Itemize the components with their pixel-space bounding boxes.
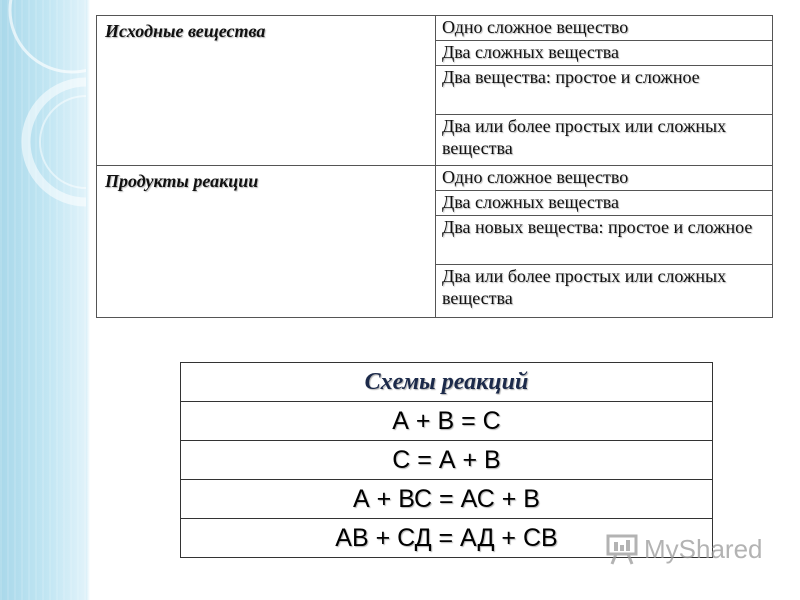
product-option: Два новых вещества: простое и сложное xyxy=(436,216,773,265)
scheme-row: А + В = С xyxy=(181,402,713,441)
product-option: Одно сложное вещество xyxy=(436,166,773,191)
product-option: Два или более простых или сложных вещества xyxy=(436,265,773,318)
reactant-option: Два или более простых или сложных вещества xyxy=(436,115,773,166)
section-header-products: Продукты реакции xyxy=(97,166,436,318)
product-option: Два сложных вещества xyxy=(436,191,773,216)
decorative-circles xyxy=(0,0,88,260)
section-header-reactants: Исходные вещества xyxy=(97,16,436,166)
scheme-row: А + ВС = АС + В xyxy=(181,480,713,519)
scheme-row: С = А + В xyxy=(181,441,713,480)
sidebar-edge xyxy=(86,0,90,600)
scheme-row: АВ + СД = АД + СВ xyxy=(181,519,713,558)
decorative-sidebar xyxy=(0,0,88,600)
reactant-option: Два вещества: простое и сложное xyxy=(436,66,773,115)
reactant-option: Одно сложное вещество xyxy=(436,16,773,41)
schemes-title: Схемы реакций xyxy=(181,363,713,402)
reaction-schemes-table xyxy=(180,362,713,558)
reaction-types-table xyxy=(96,15,773,318)
watermark-text: MyShared xyxy=(644,533,763,564)
presentation-board-icon xyxy=(606,533,640,565)
reactant-option: Два сложных вещества xyxy=(436,41,773,66)
watermark xyxy=(606,533,763,565)
